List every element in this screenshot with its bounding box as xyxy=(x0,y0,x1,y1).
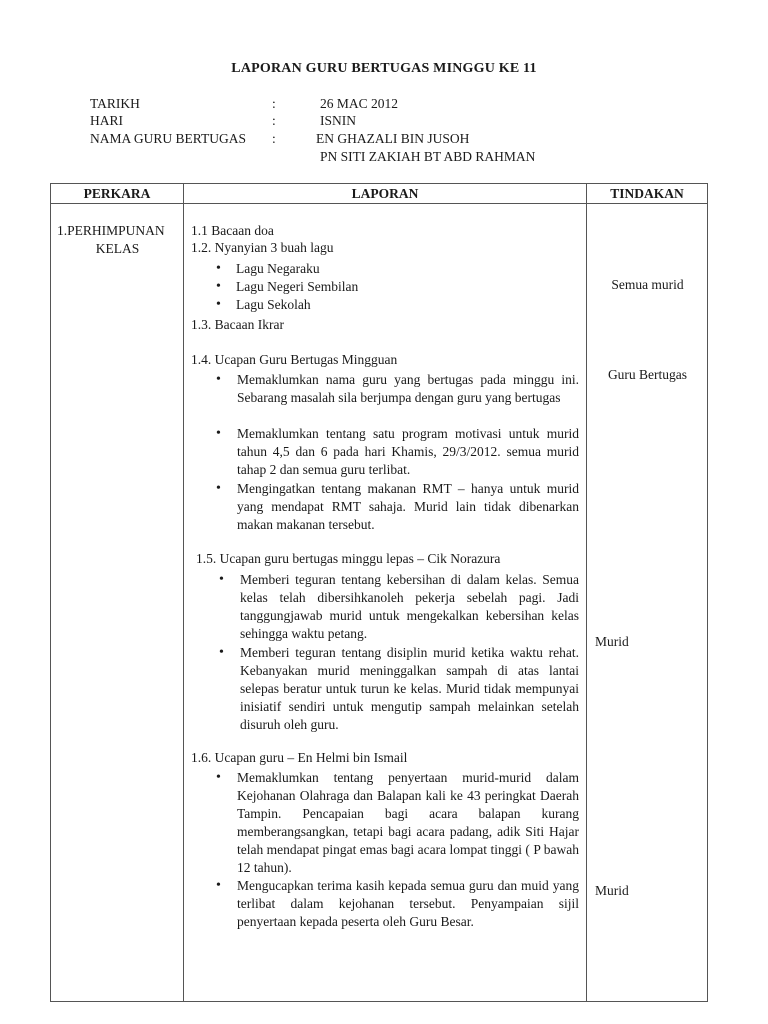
meta-label-hari: HARI xyxy=(90,113,123,128)
meta-sep-hari: : xyxy=(272,113,276,128)
cell-tindakan xyxy=(587,204,708,1002)
perkara-line-1: 1.PERHIMPUNAN xyxy=(57,223,165,238)
bullet-icon: • xyxy=(219,645,224,660)
meta-sep-guru: : xyxy=(272,131,276,146)
s1-4-item-1: Memaklumkan nama guru yang bertugas pada minggu ini. Sebarang masalah sila berjumpa dengan guru yang bertugas xyxy=(237,372,579,405)
meta-value-hari: ISNIN xyxy=(320,113,356,128)
s1-6-item-2: Mengucapkan terima kasih kepada semua guru dan muid yang terlibat dalam kejohanan tersebut. Penyampaian sijil penyertaan kepada peserta oleh Guru Besar. xyxy=(237,878,579,929)
meta-label-guru: NAMA GURU BERTUGAS xyxy=(90,131,246,146)
s1-5-item-1: Memberi teguran tentang kebersihan di dalam kelas. Semua kelas telah dibersihkanoleh pekerja sebelah pagi. Jadi tanggungjawab murid untuk mengekalkan kebersihan kelas sehingga waktu petang. xyxy=(240,572,579,641)
bullet-icon: • xyxy=(219,572,224,587)
bullet-icon: • xyxy=(216,426,221,441)
section-1-2: 1.2. Nyanyian 3 buah lagu xyxy=(191,240,334,255)
perkara-line-2: KELAS xyxy=(95,241,140,256)
tindakan-1: Semua murid xyxy=(611,277,684,292)
tindakan-2: Guru Bertugas xyxy=(607,367,688,382)
meta-value-guru-2: PN SITI ZAKIAH BT ABD RAHMAN xyxy=(320,149,536,164)
meta-value-tarikh: 26 MAC 2012 xyxy=(320,96,399,111)
lagu-item-3: Lagu Sekolah xyxy=(236,297,311,312)
s1-4-item-2: Memaklumkan tentang satu program motivasi untuk murid tahun 4,5 dan 6 pada hari Khamis, 29/3/2012. semua murid tahap 2 dan semua guru terlibat. xyxy=(237,426,579,477)
bullet-icon: • xyxy=(216,372,221,387)
report-title: LAPORAN GURU BERTUGAS MINGGU KE 11 xyxy=(231,61,537,76)
bullet-icon: • xyxy=(216,279,221,294)
table-header-row xyxy=(51,184,708,204)
section-1-5: 1.5. Ucapan guru bertugas minggu lepas – Cik Norazura xyxy=(196,551,501,566)
bullet-icon: • xyxy=(216,481,221,496)
cell-perkara xyxy=(51,204,184,1002)
lagu-item-2: Lagu Negeri Sembilan xyxy=(236,279,359,294)
header-perkara: PERKARA xyxy=(51,184,184,204)
header-tindakan: TINDAKAN xyxy=(587,184,708,204)
section-1-6: 1.6. Ucapan guru – En Helmi bin Ismail xyxy=(191,750,408,765)
section-1-4: 1.4. Ucapan Guru Bertugas Mingguan xyxy=(191,352,398,367)
bullet-icon: • xyxy=(216,297,221,312)
meta-value-guru-1: EN GHAZALI BIN JUSOH xyxy=(316,131,470,146)
section-1-3: 1.3. Bacaan Ikrar xyxy=(191,317,284,332)
tindakan-3: Murid xyxy=(595,634,629,649)
table-row xyxy=(51,204,708,1002)
bullet-icon: • xyxy=(216,878,221,893)
bullet-icon: • xyxy=(216,770,221,785)
tindakan-4: Murid xyxy=(595,883,629,898)
report-table xyxy=(50,183,708,1002)
s1-4-item-3: Mengingatkan tentang makanan RMT – hanya untuk murid yang mendapat RMT sahaja. Murid lain tidak dibenarkan makan makanan tersebut. xyxy=(237,481,579,532)
s1-6-item-1: Memaklumkan tentang penyertaan murid-murid dalam Kejohanan Olahraga dan Balapan kali ke 43 peringkat Daerah Tampin. Pencapaian bagi acara balapan kurang memberangsangkan, tetapi bagi acara padang, adik Siti Hajar telah mendapat pingat emas bagi acara lompat tinggi ( P bawah 12 tahun). xyxy=(237,770,579,875)
bullet-icon: • xyxy=(216,261,221,276)
header-laporan: LAPORAN xyxy=(184,184,587,204)
cell-laporan xyxy=(184,204,587,1002)
meta-label-tarikh: TARIKH xyxy=(90,96,140,111)
s1-5-item-2: Memberi teguran tentang disiplin murid ketika waktu rehat. Kebanyakan murid meninggalkan sampah di atas lantai selepas beratur untuk turun ke kelas. Murid tidak mempunyai inisiatif sendiri untuk mengutip sampah melainkan setelah disuruh oleh guru. xyxy=(240,645,579,732)
lagu-item-1: Lagu Negaraku xyxy=(236,261,320,276)
section-1-1: 1.1 Bacaan doa xyxy=(191,223,274,238)
meta-sep-tarikh: : xyxy=(272,96,276,111)
